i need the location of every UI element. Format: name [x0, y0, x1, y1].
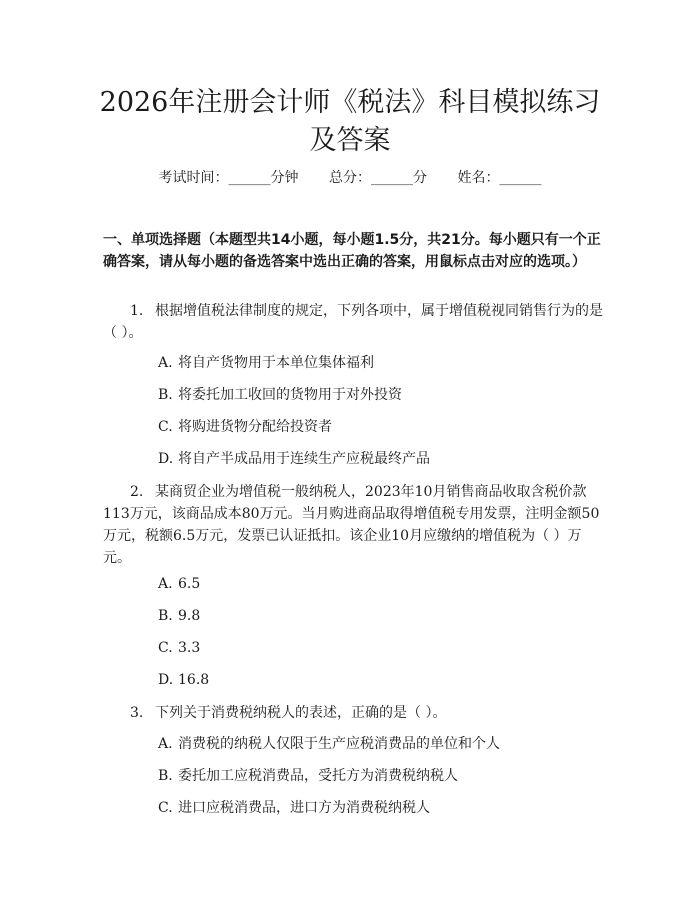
option-text: 将自产货物用于本单位集体福利 [178, 355, 374, 371]
option-letter: B. [158, 608, 173, 624]
option-letter: D. [158, 451, 174, 467]
question-text: 某商贸企业为增值税一般纳税人，2023年10月销售商品收取含税价款113万元，该商品成本80万元。当月购进商品取得增值税专用发票，注明金额50万元，税额6.5万元，发票已认证抵扣。该企业10月应缴纳的增值税为（ ）万元。 [103, 484, 600, 566]
name-field: 姓名：______ [457, 170, 542, 186]
option-2a[interactable] [158, 574, 608, 594]
question-1 [103, 300, 603, 344]
exam-time-field: 考试时间：______分钟 [158, 170, 299, 186]
option-1b[interactable] [158, 385, 608, 405]
page-title: 2026年注册会计师《税法》科目模拟练习及答案 [99, 87, 601, 156]
option-text: 将委托加工收回的货物用于对外投资 [178, 387, 402, 403]
option-2b[interactable] [158, 606, 608, 626]
option-2c[interactable] [158, 638, 608, 658]
option-text: 进口应税消费品，进口方为消费税纳税人 [178, 800, 430, 816]
option-text: 3.3 [178, 640, 201, 656]
option-letter: A. [158, 355, 173, 371]
option-letter: A. [158, 736, 173, 752]
question-text: 根据增值税法律制度的规定，下列各项中，属于增值税视同销售行为的是（ ）。 [103, 303, 603, 341]
option-1c[interactable] [158, 417, 608, 437]
option-text: 消费税的纳税人仅限于生产应税消费品的单位和个人 [178, 736, 500, 752]
question-number: 3. [130, 705, 144, 721]
option-letter: C. [158, 800, 173, 816]
option-text: 9.8 [178, 608, 201, 624]
option-text: 委托加工应税消费品，受托方为消费税纳税人 [178, 768, 458, 784]
option-letter: B. [158, 768, 173, 784]
option-text: 将购进货物分配给投资者 [178, 419, 332, 435]
option-letter: C. [158, 419, 173, 435]
option-3c[interactable] [158, 798, 608, 818]
question-number: 2. [130, 484, 144, 500]
option-1d[interactable] [158, 449, 608, 469]
option-1a[interactable] [158, 353, 608, 373]
option-letter: C. [158, 640, 173, 656]
question-text: 下列关于消费税纳税人的表述，正确的是（ ）。 [155, 705, 447, 721]
option-letter: B. [158, 387, 173, 403]
option-text: 将自产半成品用于连续生产应税最终产品 [178, 451, 430, 467]
option-3b[interactable] [158, 766, 608, 786]
option-2d[interactable] [158, 670, 608, 690]
question-2 [103, 481, 603, 569]
exam-meta [0, 168, 700, 188]
total-score-field: 总分：______分 [329, 170, 427, 186]
question-number: 1. [130, 303, 144, 319]
option-letter: D. [158, 672, 174, 688]
option-3a[interactable] [158, 734, 608, 754]
option-text: 6.5 [178, 576, 201, 592]
section-heading: 一、单项选择题（本题型共14小题，每小题1.5分，共21分。每小题只有一个正确答案，请从每小题的备选答案中选出正确的答案，用鼠标点击对应的选项。） [103, 232, 601, 270]
question-3 [103, 702, 603, 724]
option-letter: A. [158, 576, 173, 592]
option-text: 16.8 [178, 672, 210, 688]
